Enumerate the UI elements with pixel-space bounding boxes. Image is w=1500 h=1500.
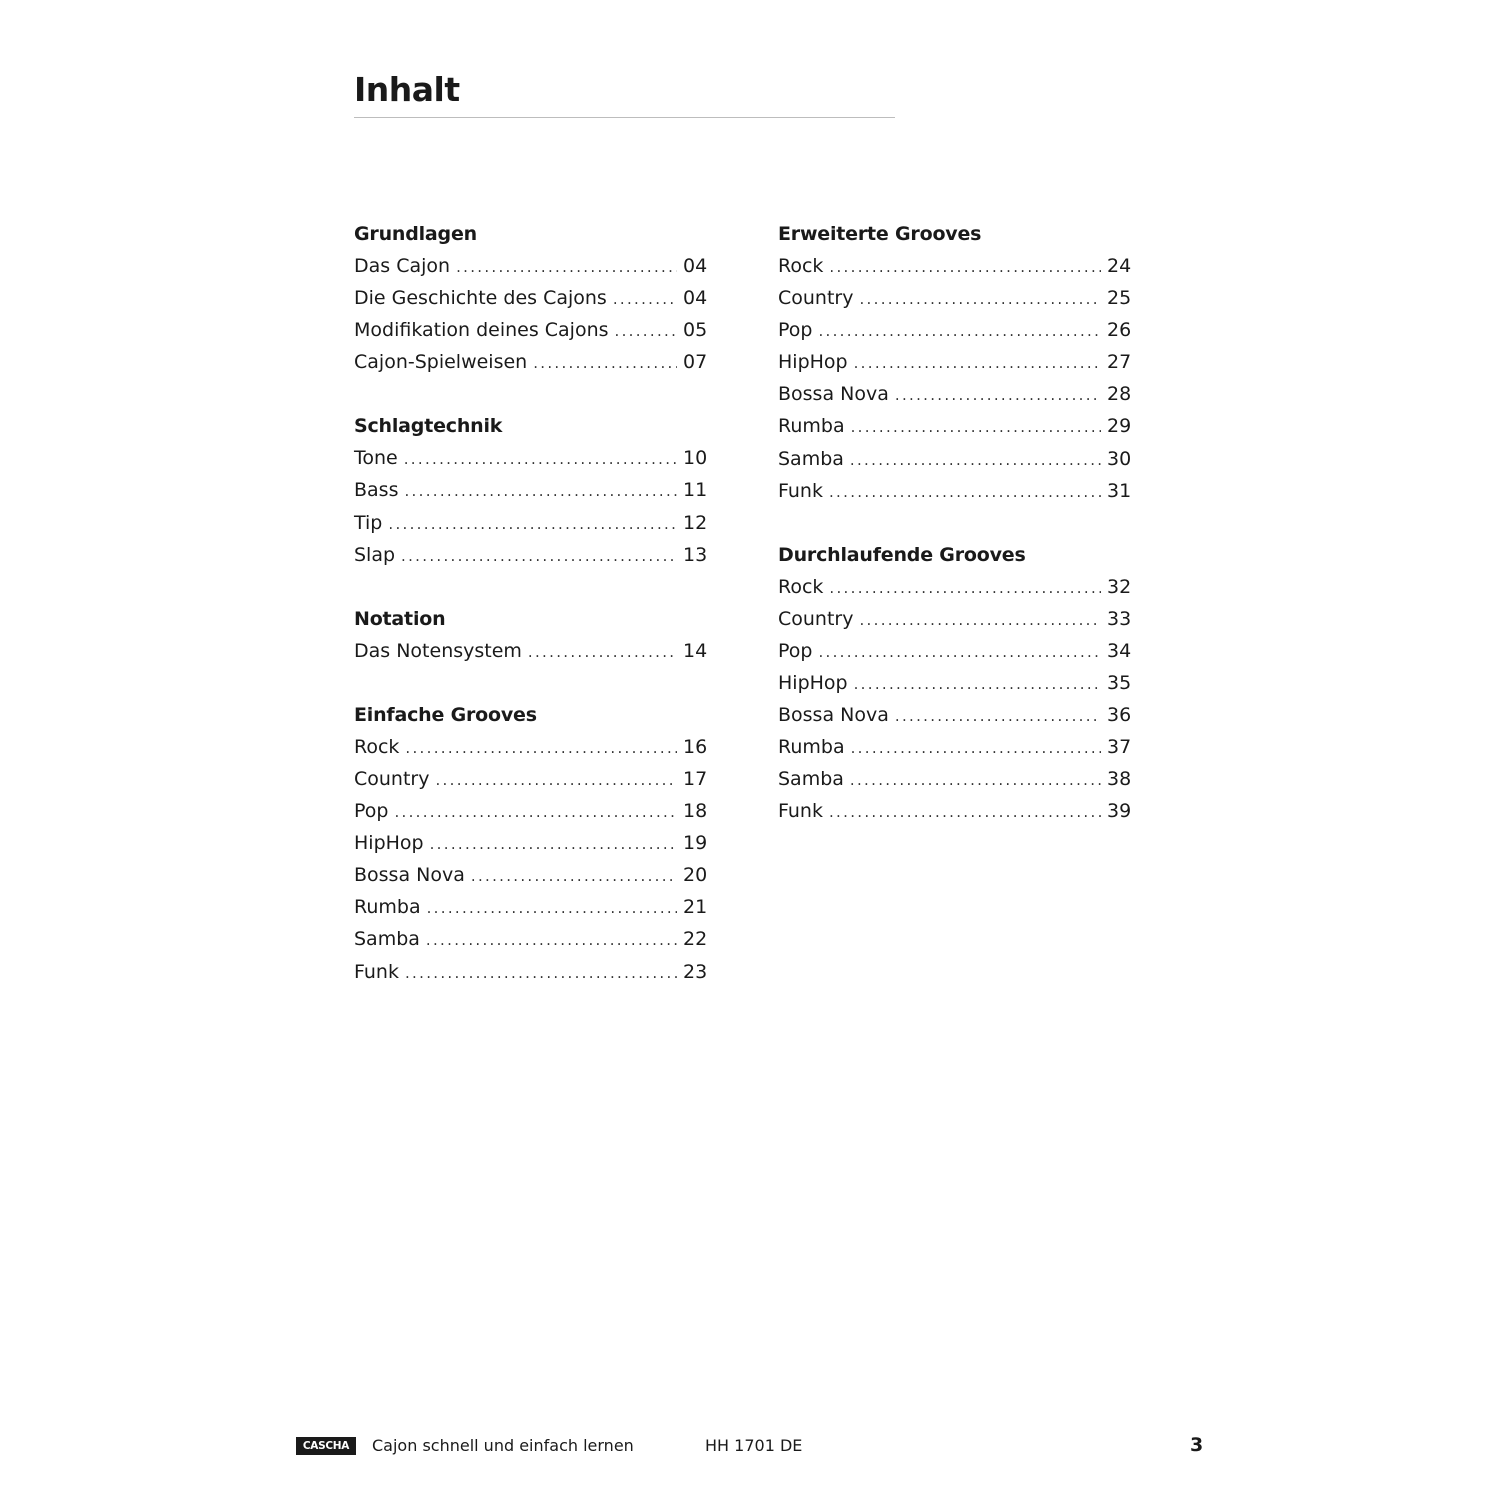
entry-page: 30: [1107, 447, 1132, 470]
section-title: Schlagtechnik: [354, 415, 503, 438]
toc-section: [354, 218, 707, 378]
footer-book-title: Cajon schnell und einfach lernen: [372, 1436, 634, 1455]
leader-dots: [427, 892, 677, 924]
entry-label: Country: [354, 767, 430, 790]
entry-page: 35: [1107, 672, 1132, 695]
toc-column-right: [778, 218, 1131, 860]
leader-dots: [859, 604, 1101, 636]
page-title: Inhalt: [354, 70, 460, 109]
entry-label: Bossa Nova: [778, 704, 889, 727]
entry-label: Rock: [778, 255, 824, 277]
leader-dots: [859, 283, 1101, 315]
entry-label: Rock: [354, 735, 400, 758]
publisher-logo: CASCHA: [296, 1437, 356, 1455]
title-divider: [354, 117, 895, 118]
leader-dots: [528, 636, 677, 668]
entry-page: 14: [683, 639, 708, 662]
leader-dots: [615, 315, 677, 347]
entry-page: 28: [1107, 383, 1132, 406]
leader-dots: [895, 379, 1101, 411]
leader-dots: [613, 283, 677, 315]
entry-page: 20: [683, 864, 708, 887]
entry-page: 27: [1107, 351, 1132, 374]
entry-label: Pop: [778, 639, 813, 662]
entry-label: Das Cajon: [354, 255, 451, 277]
entry-page: 11: [683, 479, 708, 502]
toc-section: [354, 410, 707, 570]
section-title: Erweiterte Grooves: [778, 223, 982, 245]
entry-label: Modifikation deines Cajons: [354, 319, 609, 342]
entry-page: 39: [1107, 800, 1132, 823]
entry-label: Rock: [778, 575, 824, 598]
toc-entry[interactable]: [778, 250, 1131, 282]
entry-label: Rumba: [778, 415, 845, 438]
toc-entry[interactable]: [778, 314, 1131, 346]
toc-entry[interactable]: [778, 699, 1131, 731]
entry-label: Country: [778, 607, 854, 630]
leader-dots: [404, 443, 677, 475]
entry-page: 10: [683, 447, 708, 470]
leader-dots: [851, 411, 1101, 443]
toc-section: [354, 603, 707, 667]
entry-label: Samba: [778, 447, 844, 470]
entry-label: Das Notensystem: [354, 639, 522, 662]
leader-dots: [401, 540, 677, 572]
leader-dots: [895, 700, 1101, 732]
leader-dots: [394, 796, 677, 828]
entry-page: 05: [683, 319, 708, 342]
entry-label: Slap: [354, 543, 396, 566]
entry-page: 18: [683, 800, 708, 823]
toc-entry[interactable]: [354, 635, 707, 667]
entry-label: Rumba: [354, 896, 421, 919]
toc-entry[interactable]: [778, 410, 1131, 442]
leader-dots: [829, 572, 1101, 604]
toc-entry[interactable]: [778, 282, 1131, 314]
toc-entry[interactable]: [354, 442, 707, 474]
entry-label: HipHop: [354, 832, 424, 855]
entry-page: 33: [1107, 607, 1132, 630]
entry-page: 32: [1107, 575, 1132, 598]
toc-entry[interactable]: [354, 282, 707, 314]
toc-entry[interactable]: [354, 250, 707, 282]
footer-product-code: HH 1701 DE: [705, 1436, 803, 1455]
toc-entry[interactable]: [354, 731, 707, 763]
entry-label: Pop: [354, 800, 389, 823]
toc-entry[interactable]: [778, 795, 1131, 827]
leader-dots: [829, 251, 1101, 283]
entry-page: 17: [683, 767, 708, 790]
leader-dots: [818, 636, 1101, 668]
entry-label: Bossa Nova: [778, 383, 889, 406]
entry-page: 16: [683, 735, 708, 758]
entry-page: 31: [1107, 479, 1132, 502]
leader-dots: [818, 315, 1101, 347]
toc-entry[interactable]: [778, 763, 1131, 795]
entry-label: Country: [778, 287, 854, 310]
leader-dots: [854, 347, 1101, 379]
entry-page: 29: [1107, 415, 1132, 438]
toc-entry[interactable]: [354, 346, 707, 378]
entry-page: 22: [683, 928, 708, 951]
entry-page: 13: [683, 543, 708, 566]
entry-page: 07: [683, 351, 708, 374]
toc-entry[interactable]: [354, 859, 707, 891]
toc-entry[interactable]: [354, 314, 707, 346]
entry-page: 12: [683, 511, 708, 534]
entry-label: Cajon-Spielweisen: [354, 351, 528, 374]
entry-label: Funk: [354, 960, 399, 983]
toc-entry[interactable]: [354, 474, 707, 506]
toc-entry[interactable]: [354, 507, 707, 539]
toc-entry[interactable]: [354, 827, 707, 859]
entry-page: 25: [1107, 287, 1132, 310]
leader-dots: [456, 251, 677, 283]
entry-page: 36: [1107, 704, 1132, 727]
toc-entry[interactable]: [778, 571, 1131, 603]
page-number: 3: [1190, 1434, 1204, 1456]
entry-page: 04: [683, 255, 708, 277]
leader-dots: [850, 444, 1101, 476]
leader-dots: [388, 508, 677, 540]
toc-section: [778, 539, 1131, 828]
leader-dots: [435, 764, 677, 796]
entry-label: Bossa Nova: [354, 864, 465, 887]
entry-page: 34: [1107, 639, 1132, 662]
entry-label: Funk: [778, 800, 823, 823]
entry-page: 21: [683, 896, 708, 919]
leader-dots: [829, 476, 1101, 508]
toc-entry[interactable]: [354, 891, 707, 923]
leader-dots: [850, 764, 1101, 796]
leader-dots: [829, 796, 1101, 828]
leader-dots: [405, 957, 677, 989]
entry-label: HipHop: [778, 351, 848, 374]
entry-label: Tone: [354, 447, 398, 470]
leader-dots: [471, 860, 677, 892]
toc-section: [778, 218, 1131, 507]
entry-label: HipHop: [778, 672, 848, 695]
leader-dots: [533, 347, 677, 379]
toc-entry[interactable]: [354, 795, 707, 827]
entry-page: 38: [1107, 768, 1132, 791]
toc-entry[interactable]: [354, 763, 707, 795]
toc-entry[interactable]: [778, 731, 1131, 763]
entry-label: Funk: [778, 479, 823, 502]
entry-label: Bass: [354, 479, 399, 502]
entry-label: Tip: [354, 511, 383, 534]
leader-dots: [851, 732, 1101, 764]
toc-entry[interactable]: [778, 667, 1131, 699]
toc-entry[interactable]: [354, 923, 707, 955]
entry-label: Rumba: [778, 736, 845, 759]
entry-page: 19: [683, 832, 708, 855]
section-title: Notation: [354, 607, 446, 630]
entry-page: 23: [683, 960, 708, 983]
toc-entry[interactable]: [778, 603, 1131, 635]
entry-page: 37: [1107, 736, 1132, 759]
toc-entry[interactable]: [778, 378, 1131, 410]
leader-dots: [430, 828, 677, 860]
leader-dots: [426, 924, 677, 956]
toc-entry[interactable]: [354, 956, 707, 988]
toc-entry[interactable]: [778, 346, 1131, 378]
section-title: Durchlaufende Grooves: [778, 543, 1026, 566]
toc-entry[interactable]: [778, 443, 1131, 475]
toc-section: [354, 699, 707, 988]
entry-label: Die Geschichte des Cajons: [354, 287, 607, 310]
section-title: Einfache Grooves: [354, 703, 537, 726]
entry-page: 26: [1107, 319, 1132, 342]
entry-label: Samba: [354, 928, 420, 951]
leader-dots: [854, 668, 1101, 700]
entry-page: 24: [1107, 255, 1132, 277]
leader-dots: [404, 475, 677, 507]
toc-column-left: [354, 218, 707, 1020]
toc-entry[interactable]: [778, 475, 1131, 507]
entry-label: Samba: [778, 768, 844, 791]
toc-entry[interactable]: [354, 539, 707, 571]
entry-page: 04: [683, 287, 708, 310]
section-title: Grundlagen: [354, 223, 477, 245]
toc-entry[interactable]: [778, 635, 1131, 667]
entry-label: Pop: [778, 319, 813, 342]
leader-dots: [405, 732, 677, 764]
